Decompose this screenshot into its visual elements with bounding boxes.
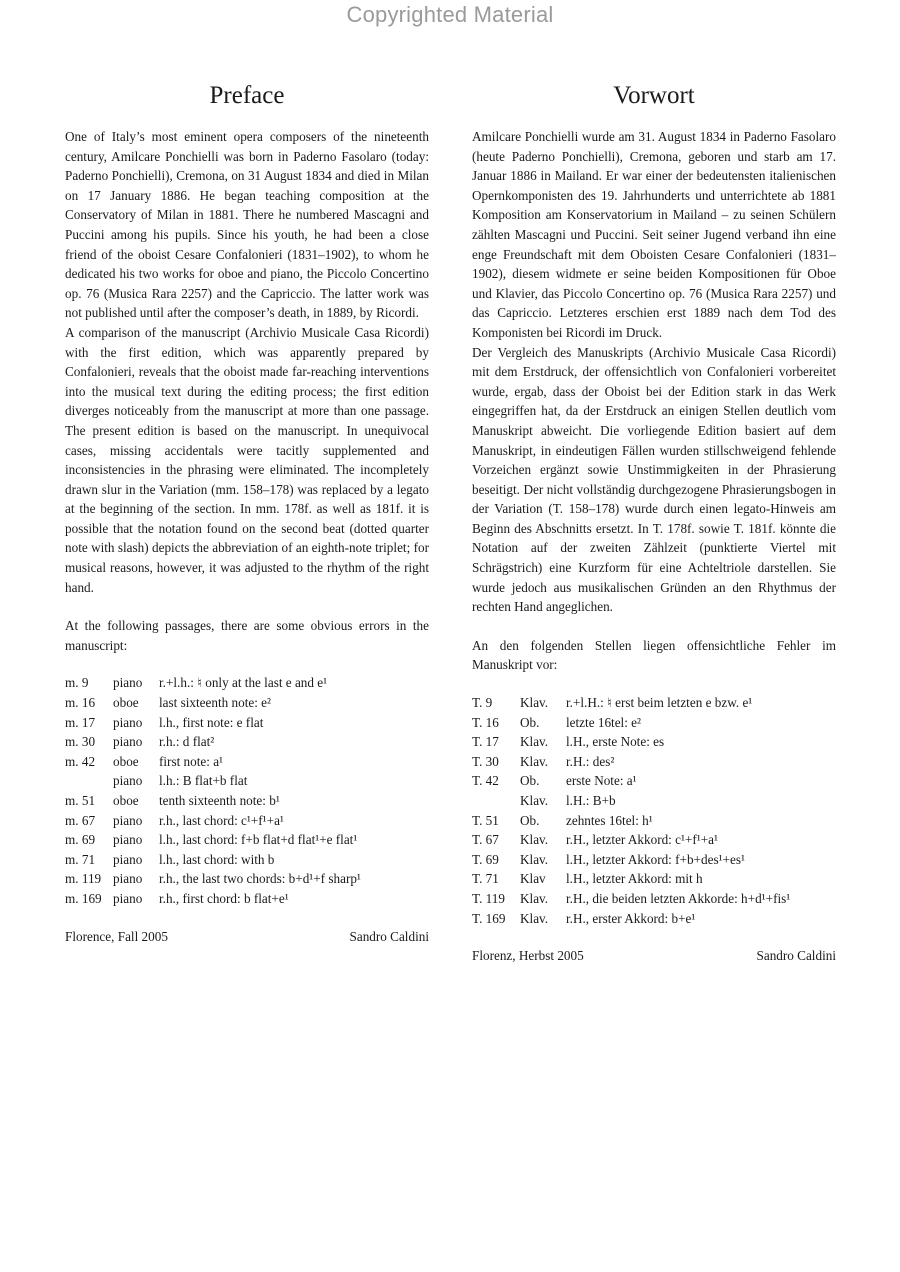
correction-cell: first note: a¹ <box>159 753 224 769</box>
table-row <box>65 693 429 713</box>
table-row <box>472 850 836 870</box>
table-row <box>472 830 836 850</box>
correction-cell: l.h.: B flat+b flat <box>159 773 248 789</box>
table-row <box>65 713 429 733</box>
author-name: Sandro Caldini <box>756 948 836 964</box>
instrument-cell: Klav <box>520 871 546 887</box>
measure-cell: T. 51 <box>472 812 499 828</box>
correction-cell: l.H., letzter Akkord: mit h <box>566 871 703 887</box>
preface-paragraph-2: A comparison of the manuscript (Archivio Musicale Casa Ricordi) with the first edition, which was apparently prepared by Confalonieri, reveals that the oboist made far-reaching interventions into the musical text during the editing process; the first edition diverges noticeably from the manuscript at more than one passage. The present edition is based on the manuscript. In unequivocal cases, missing accidentals were tacitly supplemented and inconsistencies in the phrasing were eliminated. The incompletely drawn slur in the Variation (mm. 158–178) was replaced by a legato at the beginning of the section. In mm. 178f. as well as 181f. it is possible that the notation found on the second beat (dotted quarter note with slash) depicts the abbreviation of an eighth-note triplet; for musical reasons, however, it was adjusted to the rhythm of the right hand. <box>65 324 429 595</box>
correction-cell: r.H., letzter Akkord: c¹+f¹+a¹ <box>566 832 718 848</box>
table-row <box>65 673 429 693</box>
measure-cell: m. 169 <box>65 890 102 906</box>
measure-cell: T. 16 <box>472 714 499 730</box>
correction-cell: r.h.: d flat² <box>159 734 215 750</box>
table-row <box>65 791 429 811</box>
copyright-watermark: Copyrighted Material <box>346 2 554 27</box>
table-row <box>65 771 429 791</box>
table-row <box>65 732 429 752</box>
vorwort-paragraph-1: Amilcare Ponchielli wurde am 31. August 1834 in Paderno Fasolaro (heute Paderno Ponchielli), Cremona, geboren und starb am 17. Januar 1886 in Mailand. Er war einer der bedeutensten italienischen Opernkomponisten des 19. Jahrhunderts und unterrichtete ab 1881 Komposition am Konservatorium in Mailand – zu seinen Schülern zählten Mascagni und Puccini. Seit seiner Jugend verband ihn eine enge Freundschaft mit dem Oboisten Cesare Confalonieri (1831–1902), diesem widmete er seine beiden Kompositionen für Oboe und Klavier, das Piccolo Concertino op. 76 (Musica Rara 2257) und das Capriccio. Letzteres erschien erst 1889 nach dem Tod des Komponisten bei Ricordi im Druck. <box>472 129 836 340</box>
measure-cell: T. 69 <box>472 851 499 867</box>
table-row <box>472 693 836 713</box>
measure-cell: T. 9 <box>472 695 493 711</box>
table-row <box>472 752 836 772</box>
measure-cell: m. 16 <box>65 695 96 711</box>
table-row <box>65 811 429 831</box>
vorwort-title: Vorwort <box>613 82 695 109</box>
instrument-cell: piano <box>113 734 143 750</box>
measure-cell: m. 69 <box>65 832 96 848</box>
table-row <box>472 713 836 733</box>
table-row <box>65 830 429 850</box>
instrument-cell: Klav. <box>520 910 549 926</box>
instrument-cell: Klav. <box>520 793 549 808</box>
correction-cell: erste Note: a¹ <box>566 773 637 789</box>
measure-cell: T. 30 <box>472 753 499 769</box>
correction-cell: r.h., last chord: c¹+f¹+a¹ <box>159 812 284 828</box>
instrument-cell: Klav. <box>520 734 549 750</box>
correction-cell: r.+l.H.: ♮ erst beim letzten e bzw. e¹ <box>566 695 753 711</box>
author-name: Sandro Caldini <box>349 928 429 944</box>
table-row <box>65 869 429 889</box>
table-row <box>472 889 836 909</box>
measure-cell: m. 71 <box>65 851 96 867</box>
measure-cell: m. 42 <box>65 753 96 769</box>
measure-cell: m. 9 <box>65 675 89 691</box>
measure-cell: T. 71 <box>472 871 499 887</box>
measure-cell: m. 67 <box>65 812 96 828</box>
measure-cell: T. 169 <box>472 910 506 926</box>
preface-paragraph-1: One of Italy’s most eminent opera composers of the nineteenth century, Amilcare Ponchielli was born in Paderno Fasolaro (today: Paderno Ponchielli), Cremona, on 31 August 1834 and died in Milan on 17 January 1886. He began teaching composition at the Conservatory of Milan in 1881. There he numbered Mascagni and Puccini among his pupils. Since his youth, he had been a close friend of the oboist Cesare Confalonieri (1831–1902), to whom he dedicated his two works for oboe and piano, the Piccolo Concertino op. 76 (Musica Rara 2257) and the Capriccio. The latter work was not published until after the composer’s death, in 1889, by Ricordi. <box>65 129 429 321</box>
correction-cell: r.H.: des² <box>566 753 615 769</box>
table-row <box>472 771 836 791</box>
instrument-cell: piano <box>113 773 143 789</box>
table-row <box>472 869 836 889</box>
preface-title: Preface <box>209 82 285 109</box>
preface-column <box>65 80 429 946</box>
correction-cell: zehntes 16tel: h¹ <box>566 812 653 828</box>
correction-cell: letzte 16tel: e² <box>566 714 641 730</box>
table-row <box>65 889 429 909</box>
preface-errors-intro: At the following passages, there are some obvious errors in the manuscript: <box>65 618 429 653</box>
instrument-cell: Klav. <box>520 890 549 906</box>
instrument-cell: piano <box>113 890 143 906</box>
vorwort-footer <box>472 946 836 966</box>
correction-cell: r.H., die beiden letzten Akkorde: h+d¹+fis¹ <box>566 890 791 906</box>
correction-cell: l.H., erste Note: es <box>566 734 665 750</box>
correction-cell: l.H., letzter Akkord: f+b+des¹+es¹ <box>566 851 745 867</box>
correction-cell: r.+l.h.: ♮ only at the last e and e¹ <box>159 675 328 691</box>
measure-cell: m. 51 <box>65 793 96 808</box>
vorwort-errors-intro: An den folgenden Stellen liegen offensichtliche Fehler im Manuskript vor: <box>472 637 836 673</box>
vorwort-errata-table <box>472 693 836 928</box>
table-row <box>472 732 836 752</box>
vorwort-paragraph-2: Der Vergleich des Manuskripts (Archivio Musicale Casa Ricordi) mit dem Erstdruck, der offensichtlich von Confalonieri vorbereitet wurde, ergab, dass der Oboist bei der Edition stark in das Werk eingegriffen hat, da der Erstdruck an einigen Stellen deutlich vom Manuskript abweicht. Die vorliegende Edition basiert auf dem Manuskript, in eindeutigen Fällen wurden stillschweigend fehlende Vorzeichen ergänzt sowie Unstimmigkeiten in der Phrasierung beseitigt. Der nicht vollständig durchgezogene Phrasierungsbogen in der Variation (T. 158–178) wurde durch einen legato-Hinweis am Beginn des Abschnitts ersetzt. In T. 178f. sowie T. 181f. könnte die Notation auf der zweiten Zählzeit (punktierte Viertel mit Schrägstrich) eine Kurzform für eine Achteltriole darstellen. Sie wurde jedoch aus musikalischen Gründen an den Rhythmus der rechten Hand angeglichen. <box>472 344 836 615</box>
preface-errata-table <box>65 673 429 908</box>
correction-cell: r.h., first chord: b flat+e¹ <box>159 890 289 906</box>
instrument-cell: piano <box>113 675 143 691</box>
instrument-cell: oboe <box>113 753 139 769</box>
correction-cell: l.h., last chord: f+b flat+d flat¹+e flat¹ <box>159 832 358 848</box>
correction-cell: r.h., the last two chords: b+d¹+f sharp¹ <box>159 871 361 887</box>
correction-cell: l.h., first note: e flat <box>159 714 264 730</box>
measure-cell: T. 17 <box>472 734 499 750</box>
table-row <box>472 909 836 929</box>
measure-cell: T. 67 <box>472 832 499 848</box>
measure-cell: T. 119 <box>472 890 505 906</box>
instrument-cell: Ob. <box>520 714 540 730</box>
place-date: Florenz, Herbst 2005 <box>472 948 584 964</box>
correction-cell: r.H., erster Akkord: b+e¹ <box>566 910 696 926</box>
instrument-cell: piano <box>113 812 143 828</box>
instrument-cell: Ob. <box>520 773 540 789</box>
correction-cell: last sixteenth note: e² <box>159 695 271 711</box>
instrument-cell: piano <box>113 871 143 887</box>
measure-cell: m. 119 <box>65 871 102 887</box>
instrument-cell: Klav. <box>520 832 549 848</box>
instrument-cell: piano <box>113 851 143 867</box>
place-date: Florence, Fall 2005 <box>65 928 168 944</box>
instrument-cell: oboe <box>113 793 139 808</box>
instrument-cell: Klav. <box>520 851 549 867</box>
table-row <box>472 811 836 831</box>
instrument-cell: Klav. <box>520 695 549 711</box>
measure-cell: m. 30 <box>65 734 96 750</box>
instrument-cell: piano <box>113 714 143 730</box>
vorwort-column <box>472 80 836 966</box>
correction-cell: l.h., last chord: with b <box>159 851 275 867</box>
measure-cell <box>65 771 113 791</box>
table-row <box>65 752 429 772</box>
preface-footer <box>65 927 429 947</box>
instrument-cell: piano <box>113 832 143 848</box>
measure-cell: T. 42 <box>472 773 499 789</box>
instrument-cell: oboe <box>113 695 139 711</box>
table-row <box>472 791 836 811</box>
correction-cell: l.H.: B+b <box>566 793 616 808</box>
measure-cell: m. 17 <box>65 714 96 730</box>
table-row <box>65 850 429 870</box>
instrument-cell: Ob. <box>520 812 540 828</box>
instrument-cell: Klav. <box>520 753 549 769</box>
correction-cell: tenth sixteenth note: b¹ <box>159 793 280 808</box>
measure-cell <box>472 791 520 811</box>
